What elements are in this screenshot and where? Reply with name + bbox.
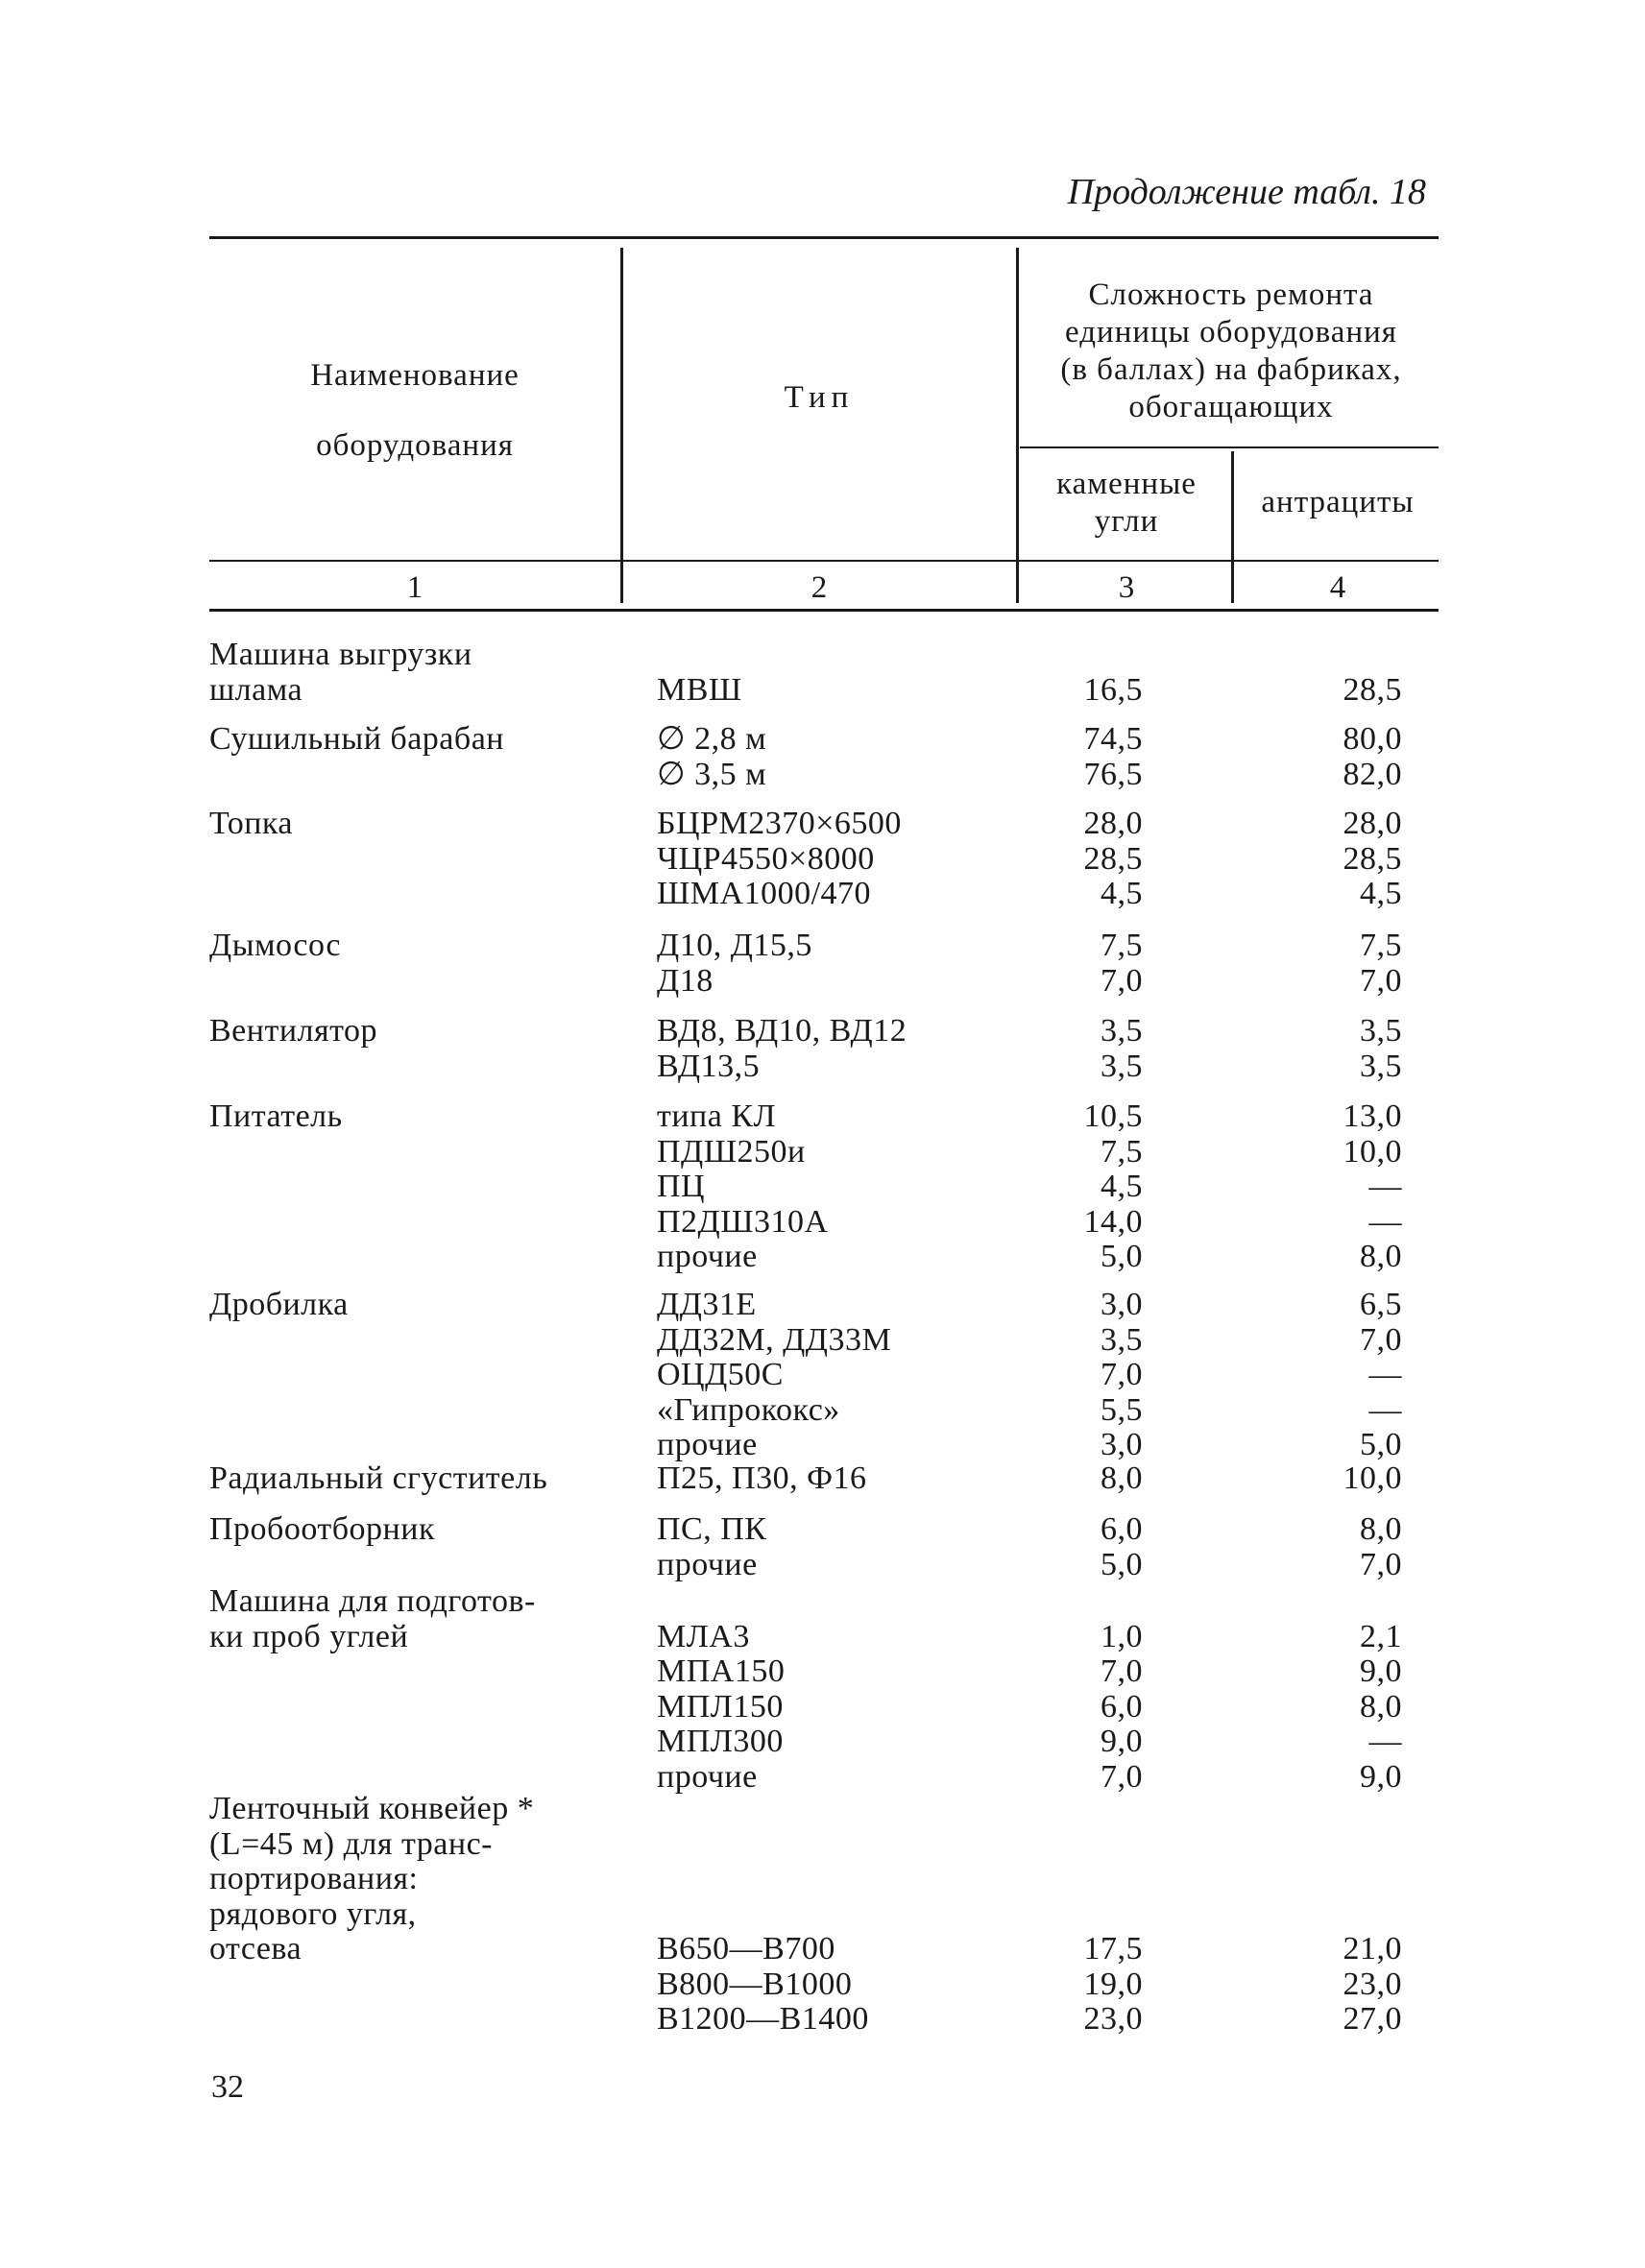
page-number: 32 bbox=[211, 2069, 244, 2105]
complexity-anthracite-cell-line: 82,0 bbox=[1343, 756, 1402, 792]
complexity-coal-cell bbox=[1018, 807, 1143, 912]
complexity-coal-cell-line: 7,0 bbox=[1101, 962, 1143, 999]
equipment-name-cell-line: Машина для подготов- bbox=[209, 1583, 536, 1619]
complexity-coal-cell-line: 6,0 bbox=[1101, 1511, 1143, 1547]
complexity-coal-cell-line: 76,5 bbox=[1083, 756, 1143, 792]
equipment-type-cell-line: прочие bbox=[657, 1239, 758, 1274]
header-vline-1 bbox=[620, 248, 623, 603]
header-col2-label: Тип bbox=[784, 380, 855, 415]
header-col3 bbox=[1020, 466, 1233, 541]
complexity-coal-cell-line: 28,0 bbox=[1083, 806, 1143, 841]
equipment-type-cell-line: прочие bbox=[657, 1758, 758, 1795]
complexity-anthracite-cell bbox=[1277, 1014, 1402, 1084]
header-col34-line3: (в баллах) на фабриках, bbox=[1060, 352, 1402, 387]
header-bottom-rule bbox=[209, 560, 1439, 562]
header-col1-line1: Наименование bbox=[310, 358, 520, 393]
complexity-coal-cell-line: 5,0 bbox=[1101, 1239, 1143, 1274]
complexity-coal-cell-line: 23,0 bbox=[1083, 2001, 1143, 2037]
equipment-name-cell-line: отсева bbox=[209, 1931, 302, 1966]
complexity-coal-cell-line: 74,5 bbox=[1083, 721, 1143, 757]
equipment-name-cell bbox=[209, 1512, 613, 1548]
equipment-type-cell-line: П25, П30, Ф16 bbox=[657, 1460, 867, 1496]
complexity-coal-cell bbox=[1018, 1288, 1143, 1463]
equipment-type-cell-line: ∅ 2,8 м bbox=[657, 721, 767, 757]
complexity-anthracite-cell-line: 28,5 bbox=[1343, 671, 1402, 708]
complexity-anthracite-cell-line: 6,5 bbox=[1360, 1287, 1402, 1322]
complexity-anthracite-cell-line: 7,0 bbox=[1360, 1546, 1402, 1582]
header-col34 bbox=[1020, 277, 1442, 426]
equipment-type-cell-line: Д10, Д15,5 bbox=[657, 928, 812, 963]
equipment-name-cell bbox=[209, 722, 613, 758]
equipment-type-cell bbox=[657, 1014, 1003, 1084]
complexity-coal-cell-line: 6,0 bbox=[1101, 1688, 1143, 1725]
complexity-coal-cell-line: 28,5 bbox=[1083, 840, 1143, 877]
complexity-anthracite-cell-line: — bbox=[1368, 1169, 1402, 1204]
equipment-name-cell bbox=[209, 1584, 613, 1654]
complexity-coal-cell bbox=[1018, 929, 1143, 999]
equipment-name-cell-line: Пробоотборник bbox=[209, 1511, 435, 1547]
complexity-coal-cell-line: 7,5 bbox=[1101, 928, 1143, 963]
complexity-anthracite-cell-line: 8,0 bbox=[1360, 1688, 1402, 1725]
equipment-type-cell-line: МЛА3 bbox=[657, 1618, 750, 1654]
complexity-anthracite-cell-line: 5,0 bbox=[1360, 1427, 1402, 1462]
equipment-type-cell-line: ДД32М, ДД33М bbox=[657, 1321, 892, 1358]
equipment-type-cell-line: ЧЦР4550×8000 bbox=[657, 840, 875, 877]
complexity-anthracite-cell-line: 3,5 bbox=[1360, 1013, 1402, 1049]
complexity-anthracite-cell bbox=[1277, 1584, 1402, 1795]
equipment-type-cell-line: МПЛ150 bbox=[657, 1688, 784, 1725]
complexity-coal-cell bbox=[1018, 638, 1143, 708]
equipment-type-cell-line: ∅ 3,5 м bbox=[657, 756, 767, 792]
complexity-anthracite-cell-line: 7,0 bbox=[1360, 962, 1402, 999]
complexity-anthracite-cell bbox=[1277, 1288, 1402, 1463]
complexity-coal-cell-line: 19,0 bbox=[1083, 1966, 1143, 2002]
complexity-anthracite-cell-line: 10,0 bbox=[1343, 1460, 1402, 1496]
equipment-type-cell-line: ОЦД50С bbox=[657, 1357, 784, 1392]
equipment-type-cell-line: прочие bbox=[657, 1546, 758, 1582]
complexity-coal-cell-line: 3,0 bbox=[1101, 1427, 1143, 1462]
complexity-anthracite-cell bbox=[1277, 807, 1402, 912]
equipment-name-cell-line: Сушильный барабан bbox=[209, 721, 504, 757]
complexity-coal-cell-line: 5,0 bbox=[1101, 1546, 1143, 1582]
complexity-coal-cell-line: 16,5 bbox=[1083, 671, 1143, 708]
header-top-rule bbox=[209, 236, 1439, 239]
equipment-name-cell bbox=[209, 929, 613, 964]
equipment-name-cell-line: рядового угля, bbox=[209, 1895, 417, 1932]
complexity-anthracite-cell-line: 3,5 bbox=[1360, 1048, 1402, 1084]
colnum-2: 2 bbox=[810, 570, 828, 605]
complexity-coal-cell bbox=[1018, 1099, 1143, 1275]
equipment-name-cell-line: Ленточный конвейер * bbox=[209, 1791, 535, 1826]
complexity-coal-cell-line: 7,0 bbox=[1101, 1758, 1143, 1795]
equipment-type-cell bbox=[657, 807, 1003, 912]
complexity-anthracite-cell-line: 28,0 bbox=[1343, 806, 1402, 841]
complexity-coal-cell-line: 3,0 bbox=[1101, 1287, 1143, 1322]
equipment-name-cell-line: портирования: bbox=[209, 1861, 419, 1896]
equipment-type-cell bbox=[657, 722, 1003, 792]
complexity-anthracite-cell-line: 21,0 bbox=[1343, 1931, 1402, 1966]
header-col4 bbox=[1235, 484, 1440, 521]
equipment-name-cell bbox=[209, 1014, 613, 1050]
complexity-coal-cell-line: 1,0 bbox=[1101, 1618, 1143, 1654]
colnum-3: 3 bbox=[1118, 570, 1135, 605]
complexity-coal-cell-line: 5,5 bbox=[1101, 1391, 1143, 1428]
complexity-anthracite-cell-line: 4,5 bbox=[1360, 876, 1402, 911]
complexity-anthracite-cell-line: 28,5 bbox=[1343, 840, 1402, 877]
equipment-type-cell-line: ВД13,5 bbox=[657, 1048, 761, 1084]
complexity-anthracite-cell bbox=[1277, 1099, 1402, 1275]
equipment-type-cell-line: ШМА1000/470 bbox=[657, 876, 872, 911]
header-col3-line2: угли bbox=[1094, 504, 1159, 539]
equipment-type-cell-line: ПС, ПК bbox=[657, 1511, 767, 1547]
complexity-anthracite-cell-line: 80,0 bbox=[1343, 721, 1402, 757]
equipment-type-cell-line: МПЛ300 bbox=[657, 1724, 784, 1759]
equipment-type-cell bbox=[657, 1792, 1003, 2038]
equipment-type-cell bbox=[657, 1461, 1003, 1497]
equipment-name-cell-line: Радиальный сгуститель bbox=[209, 1460, 548, 1496]
equipment-type-cell-line: В800—В1000 bbox=[657, 1966, 853, 2002]
equipment-type-cell bbox=[657, 1512, 1003, 1582]
complexity-anthracite-cell-line: 27,0 bbox=[1343, 2001, 1402, 2037]
colnum-bottom-rule bbox=[209, 609, 1439, 612]
equipment-name-cell-line: Вентилятор bbox=[209, 1013, 378, 1049]
equipment-name-cell bbox=[209, 1792, 613, 1967]
equipment-type-cell bbox=[657, 1584, 1003, 1795]
complexity-anthracite-cell-line: — bbox=[1368, 1203, 1402, 1240]
equipment-type-cell-line: МПА150 bbox=[657, 1653, 786, 1689]
equipment-name-cell-line: (L=45 м) для транс- bbox=[209, 1825, 493, 1862]
complexity-coal-cell bbox=[1018, 1014, 1143, 1084]
table-caption: Продолжение табл. 18 bbox=[1067, 172, 1426, 212]
equipment-type-cell-line: П2ДШ310А bbox=[657, 1203, 829, 1240]
complexity-coal-cell-line: 3,5 bbox=[1101, 1048, 1143, 1084]
complexity-anthracite-cell bbox=[1277, 929, 1402, 999]
complexity-anthracite-cell-line: — bbox=[1368, 1391, 1402, 1428]
complexity-coal-cell-line: 17,5 bbox=[1083, 1931, 1143, 1966]
header-mid-rule bbox=[1020, 446, 1439, 448]
equipment-type-cell-line: «Гипрококс» bbox=[657, 1391, 840, 1428]
complexity-coal-cell-line: 9,0 bbox=[1101, 1724, 1143, 1759]
complexity-anthracite-cell-line: 8,0 bbox=[1360, 1239, 1402, 1274]
complexity-coal-cell-line: 10,5 bbox=[1083, 1098, 1143, 1134]
colnum-1: 1 bbox=[406, 570, 423, 605]
equipment-type-cell-line: ВД8, ВД10, ВД12 bbox=[657, 1013, 907, 1049]
equipment-type-cell-line: ДД31Е bbox=[657, 1287, 757, 1322]
equipment-name-cell bbox=[209, 638, 613, 708]
equipment-type-cell-line: В1200—В1400 bbox=[657, 2001, 869, 2037]
complexity-coal-cell-line: 7,0 bbox=[1101, 1357, 1143, 1392]
equipment-type-cell bbox=[657, 1099, 1003, 1275]
header-col34-line4: обогащающих bbox=[1128, 390, 1334, 424]
equipment-type-cell-line: ПДШ250и bbox=[657, 1133, 806, 1170]
equipment-name-cell bbox=[209, 1099, 613, 1135]
complexity-coal-cell bbox=[1018, 1461, 1143, 1497]
complexity-coal-cell-line: 8,0 bbox=[1101, 1460, 1143, 1496]
complexity-anthracite-cell-line: 10,0 bbox=[1343, 1133, 1402, 1170]
complexity-anthracite-cell-line: — bbox=[1368, 1724, 1402, 1759]
equipment-name-cell-line: Машина выгрузки bbox=[209, 637, 472, 672]
header-col4-label: антрациты bbox=[1261, 485, 1415, 519]
equipment-type-cell-line: ПЦ bbox=[657, 1169, 706, 1204]
header-col2 bbox=[622, 379, 1016, 417]
complexity-anthracite-cell-line: 8,0 bbox=[1360, 1511, 1402, 1547]
equipment-type-cell-line: прочие bbox=[657, 1427, 758, 1462]
complexity-anthracite-cell-line: 9,0 bbox=[1360, 1758, 1402, 1795]
header-col1-line2: оборудования bbox=[316, 428, 514, 463]
equipment-type-cell-line: Д18 bbox=[657, 962, 714, 999]
complexity-anthracite-cell bbox=[1277, 1512, 1402, 1582]
equipment-type-cell-line: МВШ bbox=[657, 671, 742, 708]
complexity-coal-cell-line: 3,5 bbox=[1101, 1321, 1143, 1358]
complexity-anthracite-cell-line: 9,0 bbox=[1360, 1653, 1402, 1689]
complexity-coal-cell bbox=[1018, 1512, 1143, 1582]
equipment-name-cell-line: Питатель bbox=[209, 1098, 343, 1134]
complexity-coal-cell bbox=[1018, 1584, 1143, 1795]
equipment-type-cell bbox=[657, 929, 1003, 999]
equipment-type-cell-line: БЦРМ2370×6500 bbox=[657, 806, 902, 841]
equipment-name-cell bbox=[209, 1461, 613, 1497]
complexity-coal-cell-line: 7,0 bbox=[1101, 1653, 1143, 1689]
equipment-name-cell bbox=[209, 807, 613, 842]
complexity-anthracite-cell-line: 13,0 bbox=[1343, 1098, 1402, 1134]
header-col3-line1: каменные bbox=[1056, 467, 1197, 501]
equipment-name-cell-line: шлама bbox=[209, 671, 303, 708]
complexity-anthracite-cell-line: 2,1 bbox=[1360, 1618, 1402, 1654]
complexity-coal-cell-line: 4,5 bbox=[1101, 1169, 1143, 1204]
header-col1 bbox=[209, 341, 620, 481]
complexity-coal-cell bbox=[1018, 1792, 1143, 2038]
equipment-type-cell bbox=[657, 1288, 1003, 1463]
equipment-name-cell bbox=[209, 1288, 613, 1323]
header-col34-line2: единицы оборудования bbox=[1065, 315, 1397, 350]
complexity-anthracite-cell bbox=[1277, 1792, 1402, 2038]
complexity-coal-cell-line: 4,5 bbox=[1101, 876, 1143, 911]
equipment-type-cell bbox=[657, 638, 1003, 708]
equipment-type-cell-line: В650—В700 bbox=[657, 1931, 835, 1966]
equipment-name-cell-line: Топка bbox=[209, 806, 294, 841]
complexity-coal-cell-line: 3,5 bbox=[1101, 1013, 1143, 1049]
complexity-anthracite-cell-line: 7,5 bbox=[1360, 928, 1402, 963]
equipment-type-cell-line: типа КЛ bbox=[657, 1098, 777, 1134]
header-col34-line1: Сложность ремонта bbox=[1088, 277, 1374, 312]
colnum-4: 4 bbox=[1329, 570, 1346, 605]
equipment-name-cell-line: Дымосос bbox=[209, 928, 341, 963]
equipment-name-cell-line: Дробилка bbox=[209, 1287, 349, 1322]
header-vline-2 bbox=[1016, 248, 1019, 603]
complexity-anthracite-cell bbox=[1277, 722, 1402, 792]
complexity-anthracite-cell-line: 23,0 bbox=[1343, 1966, 1402, 2002]
complexity-anthracite-cell-line: 7,0 bbox=[1360, 1321, 1402, 1358]
complexity-coal-cell-line: 7,5 bbox=[1101, 1133, 1143, 1170]
complexity-anthracite-cell bbox=[1277, 1461, 1402, 1497]
equipment-name-cell-line: ки проб углей bbox=[209, 1618, 409, 1654]
complexity-anthracite-cell bbox=[1277, 638, 1402, 708]
complexity-coal-cell-line: 14,0 bbox=[1083, 1203, 1143, 1240]
complexity-coal-cell bbox=[1018, 722, 1143, 792]
complexity-anthracite-cell-line: — bbox=[1368, 1357, 1402, 1392]
